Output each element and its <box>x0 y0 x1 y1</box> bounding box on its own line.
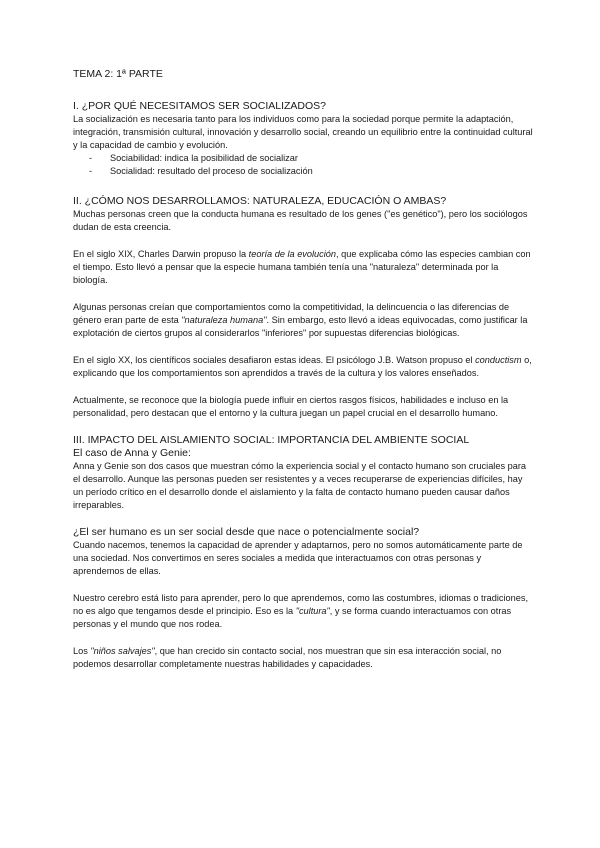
section-1-bullet-list <box>73 152 533 178</box>
document-title: TEMA 2: 1ª PARTE <box>73 68 163 80</box>
document-page <box>73 68 533 671</box>
section-1 <box>73 100 533 178</box>
section-2-paragraph-5: Actualmente, se reconoce que la biología puede influir en ciertos rasgos físicos, habilidades e incluso en la personalidad, pero destacan que el entorno y la cultura juegan un papel crucial en el desarrollo humano. <box>73 395 509 418</box>
bullet-dash: - <box>89 166 93 176</box>
section-2-paragraph-4: En el siglo XX, los científicos sociales desafiaron estas ideas. El psicólogo J.B. Watson propuso el conductism o, explicando que los comportamientos son aprendidos a través de la cultura y los valores enseñados. <box>73 355 532 378</box>
section-3-paragraph-4: Los "niños salvajes", que han crecido sin contacto social, nos muestran que sin esa interacción social, no podemos desarrollar completamente nuestras habilidades y capacidades. <box>73 646 502 669</box>
section-3-heading: III. IMPACTO DEL AISLAMIENTO SOCIAL: IMPORTANCIA DEL AMBIENTE SOCIAL <box>73 434 470 446</box>
section-2-paragraph-2: En el siglo XIX, Charles Darwin propuso la teoría de la evolución, que explicaba cómo las especies cambian con el tiempo. Esto llevó a pensar que la especie humana también tenía una "naturaleza" determinada por la biología. <box>73 249 531 285</box>
list-item: - Sociabilidad: indica la posibilidad de socializar <box>89 153 298 163</box>
section-1-paragraph: La socialización es necesaria tanto para los individuos como para la sociedad porque permite la adaptación, integración, transmisión cultural, innovación y desarrollo social, creando un equilibrio entre la continuidad cultural y la capacidad de cambio y evolución. <box>73 114 533 150</box>
bullet-dash: - <box>89 153 93 163</box>
section-2-paragraph-1: Muchas personas creen que la conducta humana es resultado de los genes ("es genético"), pero los sociólogos dudan de esta creencia. <box>73 209 528 232</box>
section-1-heading: I. ¿POR QUÉ NECESITAMOS SER SOCIALIZADOS? <box>73 100 327 112</box>
section-2 <box>73 195 533 420</box>
section-3-paragraph-1: Anna y Genie son dos casos que muestran cómo la experiencia social y el contacto humano son cruciales para el desarrollo. Aunque las personas pueden ser resistentes y a veces recuperarse de experiencias difíciles, hay un período crítico en el desarrollo donde el aislamiento y la falta de contacto humano pueden causar daños irreparables. <box>73 461 526 510</box>
section-3-subheading: El caso de Anna y Genie: <box>73 447 191 459</box>
section-3-question: ¿El ser humano es un ser social desde que nace o potencialmente social? <box>73 526 420 538</box>
section-3-paragraph-2: Cuando nacemos, tenemos la capacidad de aprender y adaptarnos, pero no somos automáticamente parte de una sociedad. Nos convertimos en seres sociales a medida que interactuamos con otras personas y aprendemos de ellas. <box>73 540 523 576</box>
section-2-heading: II. ¿CÓMO NOS DESARROLLAMOS: NATURALEZA, EDUCACIÓN O AMBAS? <box>73 195 447 207</box>
section-3 <box>73 434 533 671</box>
list-item: - Socialidad: resultado del proceso de socialización <box>89 166 313 176</box>
section-3-paragraph-3: Nuestro cerebro está listo para aprender, pero lo que aprendemos, como las costumbres, idiomas o tradiciones, no es algo que tengamos desde el principio. Eso es la "cultura", y se forma cuando interactuamos con otras personas y el mundo que nos rodea. <box>73 593 529 629</box>
section-2-paragraph-3: Algunas personas creían que comportamientos como la competitividad, la delincuencia o las diferencias de género eran parte de esta "naturaleza humana". Sin embargo, esto llevó a ideas equivocadas, como justificar la explotación de ciertos grupos al considerarlos "inferiores" por supuestas diferencias biológicas. <box>73 302 528 338</box>
